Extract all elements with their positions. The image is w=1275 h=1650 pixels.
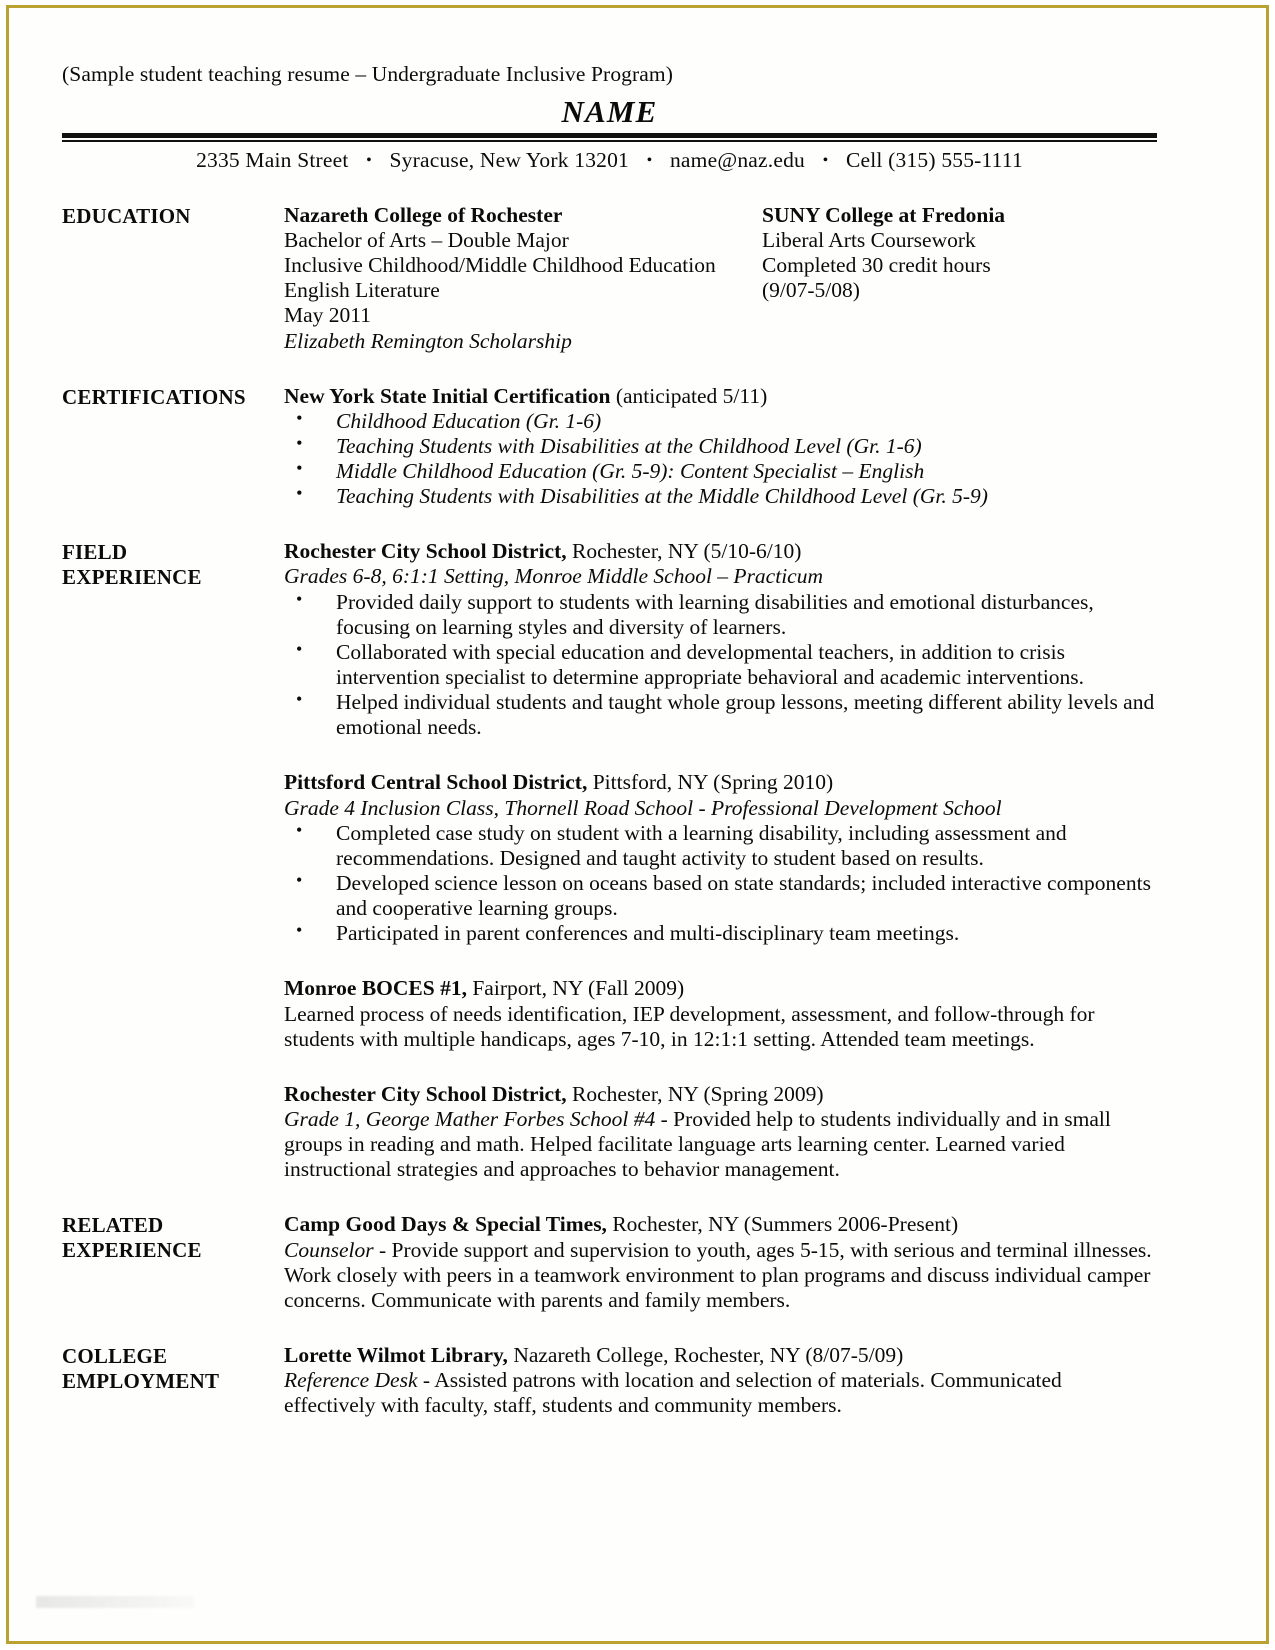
entry-description bbox=[284, 1107, 1157, 1182]
header-rule-thick bbox=[62, 133, 1157, 138]
list-item: • Helped individual students and taught whole group lessons, meeting different ability levels and emotional needs. bbox=[284, 690, 1157, 740]
contact-city: Syracuse, New York 13201 bbox=[389, 147, 630, 172]
section-body-field-experience bbox=[284, 539, 1157, 1182]
education-entry-suny bbox=[762, 203, 1157, 354]
field-experience-entry-monroe-boces bbox=[284, 976, 1157, 1051]
entry-organization: Rochester City School District, bbox=[284, 1081, 567, 1106]
contact-phone: Cell (315) 555-1111 bbox=[845, 147, 1023, 172]
section-field-experience bbox=[62, 539, 1157, 1182]
section-label-related-experience bbox=[62, 1212, 284, 1262]
certification-heading-bold: New York State Initial Certification bbox=[284, 383, 611, 408]
education-credit-hours: Completed 30 credit hours bbox=[762, 253, 991, 278]
section-body-certifications bbox=[284, 384, 1157, 510]
certification-heading-rest: (anticipated 5/11) bbox=[610, 383, 768, 408]
section-college-employment bbox=[62, 1343, 1157, 1418]
entry-organization: Camp Good Days & Special Times, bbox=[284, 1212, 607, 1237]
scan-artifact bbox=[36, 1596, 194, 1608]
list-item: • Middle Childhood Education (Gr. 5-9): Content Specialist – English bbox=[284, 459, 1157, 484]
entry-header bbox=[284, 1082, 1157, 1107]
section-body-education bbox=[284, 203, 1157, 354]
entry-description-text: - Assisted patrons with location and selection of materials. Communicated effectively with faculty, staff, students and community members. bbox=[284, 1368, 1062, 1418]
section-label-related-experience-line1: RELATED bbox=[62, 1213, 164, 1238]
entry-location: Fairport, NY (Fall 2009) bbox=[466, 976, 685, 1001]
section-label-education bbox=[62, 203, 284, 229]
section-label-field-experience-line1: FIELD bbox=[62, 540, 128, 565]
education-school-name: Nazareth College of Rochester bbox=[284, 202, 563, 227]
entry-description-text: - Provided help to students individually and in small groups in reading and math. Helped facilitate language arts learning center. Learned varied instructional strategies and approaches to behavior management. bbox=[284, 1107, 1111, 1182]
related-experience-entry-camp-good-days bbox=[284, 1212, 1157, 1313]
education-graduation-date: May 2011 bbox=[284, 303, 371, 328]
entry-subtitle: Grades 6-8, 6:1:1 Setting, Monroe Middle School – Practicum bbox=[284, 564, 823, 589]
certification-heading bbox=[284, 384, 1157, 409]
list-item: • Collaborated with special education and developmental teachers, in addition to crisis intervention specialist to determine appropriate behavioral and academic interventions. bbox=[284, 640, 1157, 690]
entry-description: Learned process of needs identification, IEP development, assessment, and follow-through for students with multiple handicaps, ages 7-10, in 12:1:1 setting. Attended team meetings. bbox=[284, 1001, 1095, 1051]
section-label-certifications bbox=[62, 384, 284, 410]
entry-location: Rochester, NY (5/10-6/10) bbox=[566, 539, 802, 564]
section-label-certifications-line1: CERTIFICATIONS bbox=[62, 384, 246, 409]
header-rule-thin bbox=[62, 140, 1157, 142]
college-employment-entry-library bbox=[284, 1343, 1157, 1418]
entry-header bbox=[284, 1212, 1157, 1237]
entry-header bbox=[284, 539, 1157, 564]
candidate-name: NAME bbox=[561, 93, 658, 129]
contact-line bbox=[62, 148, 1157, 173]
education-attendance-dates: (9/07-5/08) bbox=[762, 278, 860, 303]
entry-role: Reference Desk bbox=[284, 1368, 418, 1393]
name-header bbox=[62, 94, 1157, 130]
entry-description bbox=[284, 1238, 1157, 1313]
entry-header bbox=[284, 770, 1157, 795]
section-label-college-employment-line2: EMPLOYMENT bbox=[62, 1368, 220, 1393]
entry-organization: Rochester City School District, bbox=[284, 539, 567, 564]
contact-street: 2335 Main Street bbox=[196, 147, 349, 172]
list-item: • Teaching Students with Disabilities at the Childhood Level (Gr. 1-6) bbox=[284, 434, 1157, 459]
list-item: • Provided daily support to students with learning disabilities and emotional disturbances, focusing on learning styles and diversity of learners. bbox=[284, 590, 1157, 640]
list-item: • Teaching Students with Disabilities at the Middle Childhood Level (Gr. 5-9) bbox=[284, 484, 1157, 509]
resume-content bbox=[62, 62, 1157, 1418]
entry-organization: Pittsford Central School District, bbox=[284, 770, 588, 795]
list-item: • Completed case study on student with a learning disability, including assessment and recommendations. Designed and taught activity to student based on results. bbox=[284, 821, 1157, 871]
education-school-name-secondary: SUNY College at Fredonia bbox=[762, 202, 1006, 227]
contact-separator-1: • bbox=[366, 151, 372, 169]
field-experience-entry-pittsford-2010 bbox=[284, 770, 1157, 946]
field-experience-entry-rochester-2009 bbox=[284, 1082, 1157, 1183]
entry-bullet-list bbox=[284, 590, 1157, 741]
section-body-college-employment bbox=[284, 1343, 1157, 1418]
section-label-college-employment-line1: COLLEGE bbox=[62, 1344, 168, 1368]
education-entry-nazareth bbox=[284, 203, 762, 354]
entry-subtitle: Grade 4 Inclusion Class, Thornell Road School - Professional Development School bbox=[284, 795, 1002, 820]
entry-location: Pittsford, NY (Spring 2010) bbox=[587, 770, 834, 795]
section-education bbox=[62, 203, 1157, 354]
entry-description-text: - Provide support and supervision to youth, ages 5-15, with serious and terminal illnesses. Work closely with peers in a teamwork environment to plan programs and discuss individual camper concerns. Communicate with parents and family members. bbox=[284, 1237, 1152, 1312]
entry-location: Rochester, NY (Spring 2009) bbox=[566, 1081, 824, 1106]
section-label-college-employment bbox=[62, 1343, 284, 1393]
education-major-secondary: English Literature bbox=[284, 278, 440, 303]
section-label-field-experience-line2: EXPERIENCE bbox=[62, 564, 202, 589]
section-certifications bbox=[62, 384, 1157, 510]
contact-separator-3: • bbox=[822, 151, 829, 169]
entry-location: Rochester, NY (Summers 2006-Present) bbox=[606, 1212, 959, 1237]
list-item: • Participated in parent conferences and multi-disciplinary team meetings. bbox=[284, 921, 1157, 946]
education-scholarship: Elizabeth Remington Scholarship bbox=[284, 328, 572, 353]
entry-header bbox=[284, 976, 1157, 1001]
section-related-experience bbox=[62, 1212, 1157, 1313]
entry-header bbox=[284, 1343, 1157, 1368]
section-label-education-line1: EDUCATION bbox=[62, 203, 191, 228]
field-experience-entry-rochester-2010 bbox=[284, 539, 1157, 740]
contact-email: name@naz.edu bbox=[669, 147, 805, 172]
contact-separator-2: • bbox=[646, 151, 653, 169]
entry-location: Nazareth College, Rochester, NY (8/07-5/09) bbox=[507, 1343, 904, 1367]
list-item: • Childhood Education (Gr. 1-6) bbox=[284, 409, 1157, 434]
section-label-related-experience-line2: EXPERIENCE bbox=[62, 1238, 202, 1262]
education-major-primary: Inclusive Childhood/Middle Childhood Education bbox=[284, 253, 716, 278]
certification-list bbox=[284, 409, 1157, 510]
entry-description bbox=[284, 1368, 1157, 1418]
entry-organization: Monroe BOCES #1, bbox=[284, 976, 467, 1001]
section-label-field-experience bbox=[62, 539, 284, 589]
entry-role: Grade 1, George Mather Forbes School #4 bbox=[284, 1107, 656, 1132]
list-item: • Developed science lesson on oceans based on state standards; included interactive components and cooperative learning groups. bbox=[284, 871, 1157, 921]
document-note: (Sample student teaching resume – Undergraduate Inclusive Program) bbox=[62, 62, 674, 86]
education-coursework: Liberal Arts Coursework bbox=[762, 227, 976, 252]
education-degree: Bachelor of Arts – Double Major bbox=[284, 227, 569, 252]
entry-bullet-list bbox=[284, 821, 1157, 947]
entry-role: Counselor bbox=[284, 1237, 374, 1262]
section-body-related-experience bbox=[284, 1212, 1157, 1313]
entry-organization: Lorette Wilmot Library, bbox=[284, 1343, 508, 1367]
